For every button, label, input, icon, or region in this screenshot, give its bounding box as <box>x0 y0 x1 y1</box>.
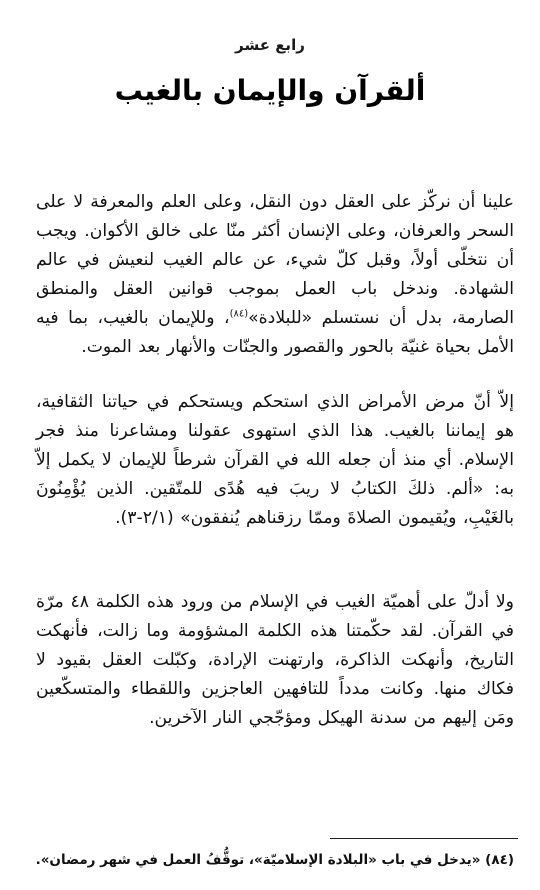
paragraph-1 <box>36 188 514 362</box>
paragraph-3: ولا أدلّ على أهميّة الغيب في الإسلام من ورود هذه الكلمة ٤٨ مرّة في القرآن. لقد حكّمتنا هذه الكلمة المشؤومة وما زالت، فأنهكت التاريخ، وأنهكت الذاكرة، وارتهنت الإرادة، وكبّلت العقل بقيود لا فكاك منها. وكانت مدداً للتافهين العاجزين واللقطاء والمتسكّعين ومَن إليهم من سدنة الهيكل ومؤجّجي النار الآخرين. <box>36 592 514 728</box>
section-label: رابع عشر <box>235 36 305 54</box>
paragraph-2: إلاّ أنّ مرض الأمراض الذي استحكم ويستحكم في حياتنا الثقافية، هو إيماننا بالغيب. هذا الذي استهوى عقولنا ومشاعرنا منذ فجر الإسلام. أي منذ أن جعله الله في القرآن شرطاً للإيمان لا يكمل إلاّ به: «ألم. ذلكَ الكتابُ لا ريبَ فيه هُدًى للمتّقين. الذين يُؤْمِنُونَ بالغَيْبِ، ويُقيمون الصلاةَ وممّا رزقناهم يُنفقون» (٢/١-٣). <box>36 392 514 528</box>
footnote-divider <box>330 838 518 839</box>
footnote-reference: (٨٤) <box>229 308 249 320</box>
paragraph-1-text-before-ref: علينا أن نركّز على العقل دون النقل، وعلى العلم والمعرفة لا على السحر والعرفان، وعلى الإنسان أكثر منّا على خالق الأكوان. ويجب أن نتخلّى أولاً، وقبل كلّ شيء، عن عالم الغيب لنعيش في عالم الشهادة. وندخل باب العمل بموجب قوانين العقل والمنطق الصارمة، بدل أن نستسلم «للبلادة» <box>36 192 514 328</box>
chapter-title: ألقرآن والإيمان بالغيب <box>114 74 426 107</box>
footnote: (٨٤) «يدخل في باب «البلادة الإسلاميّة»، توقُّفُ العمل في شهر رمضان». <box>35 852 514 868</box>
paragraph-1-text-after-ref: ، وللإيمان بالغيب، بما فيه الأمل بحياة غنيّة بالحور والقصور والجنّات والأنهار بعد الموت. <box>36 308 514 357</box>
